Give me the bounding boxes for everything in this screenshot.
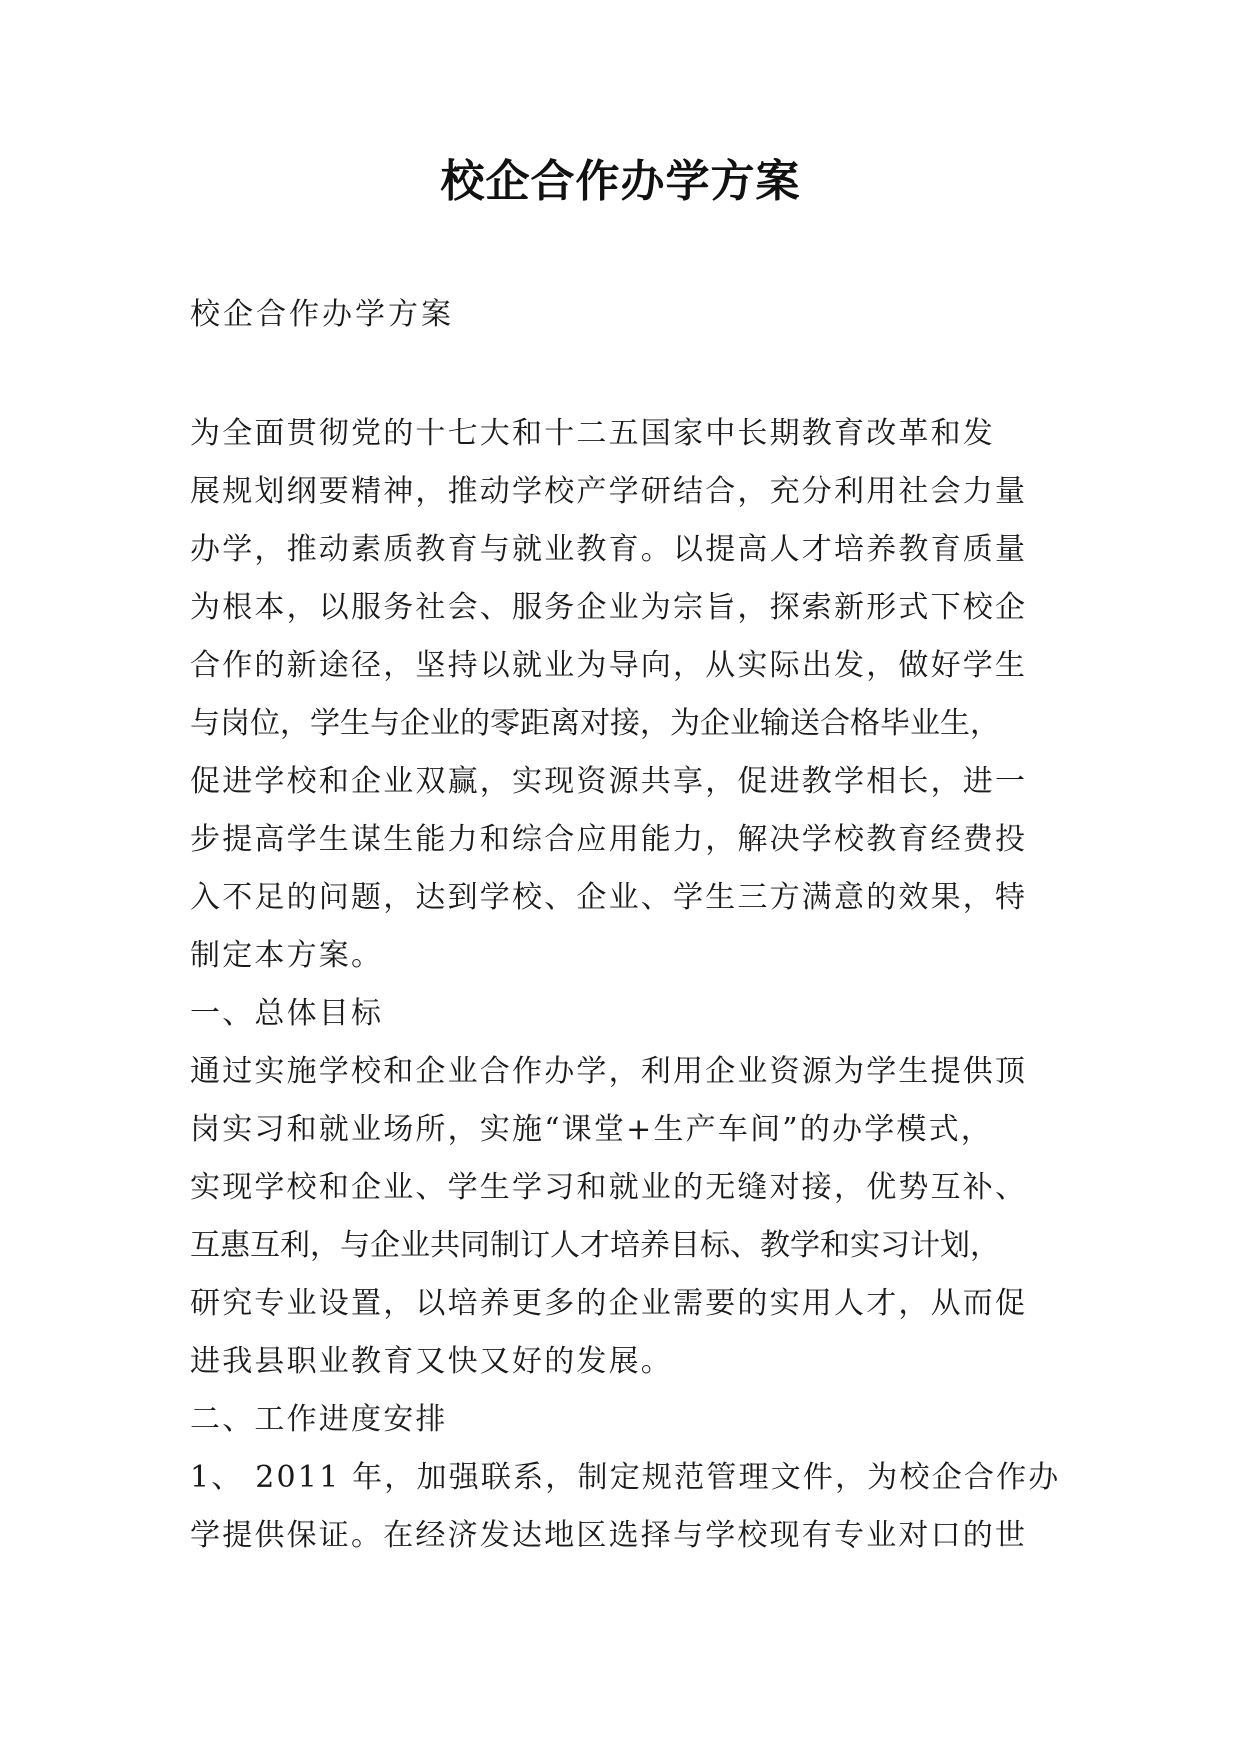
document-body xyxy=(190,405,1070,1565)
body-line: 通过实施学校和企业合作办学，利用企业资源为学生提供顶 xyxy=(190,1054,1028,1089)
body-line: 办学，推动素质教育与就业教育。以提高人才培养教育质量 xyxy=(190,532,1028,567)
body-line: 展规划纲要精神，推动学校产学研结合，充分利用社会力量 xyxy=(190,474,1028,509)
body-line: 与岗位，学生与企业的零距离对接，为企业输送合格毕业生， xyxy=(190,706,1000,741)
body-line: 入不足的问题，达到学校、企业、学生三方满意的效果，特 xyxy=(190,880,1028,915)
document-title: 校企合作办学方案 xyxy=(440,156,801,207)
body-line: 岗实习和就业场所，实施“课堂+生产车间”的办学模式， xyxy=(190,1112,994,1147)
body-line: 研究专业设置，以培养更多的企业需要的实用人才，从而促 xyxy=(190,1286,1028,1321)
section-heading: 一、总体目标 xyxy=(190,996,384,1031)
body-line: 合作的新途径，坚持以就业为导向，从实际出发，做好学生 xyxy=(190,648,1028,683)
body-line: 学提供保证。在经济发达地区选择与学校现有专业对口的世 xyxy=(190,1518,1028,1553)
body-line: 1、 2011 年，加强联系，制定规范管理文件，为校企合作办 xyxy=(190,1460,1061,1495)
body-line: 进我县职业教育又快又好的发展。 xyxy=(190,1344,673,1379)
body-line: 互惠互利，与企业共同制订人才培养目标、教学和实习计划， xyxy=(190,1228,1000,1263)
body-line: 促进学校和企业双赢，实现资源共享，促进教学相长，进一 xyxy=(190,764,1028,799)
body-line: 为根本，以服务社会、服务企业为宗旨，探索新形式下校企 xyxy=(190,590,1028,625)
body-line: 为全面贯彻党的十七大和十二五国家中长期教育改革和发 xyxy=(190,416,995,451)
section-heading: 二、工作进度安排 xyxy=(190,1402,448,1437)
body-line: 步提高学生谋生能力和综合应用能力，解决学校教育经费投 xyxy=(190,822,1028,857)
body-line: 实现学校和企业、学生学习和就业的无缝对接，优势互补、 xyxy=(190,1170,1028,1205)
body-line: 制定本方案。 xyxy=(190,938,384,973)
document-subtitle: 校企合作办学方案 xyxy=(190,297,454,332)
